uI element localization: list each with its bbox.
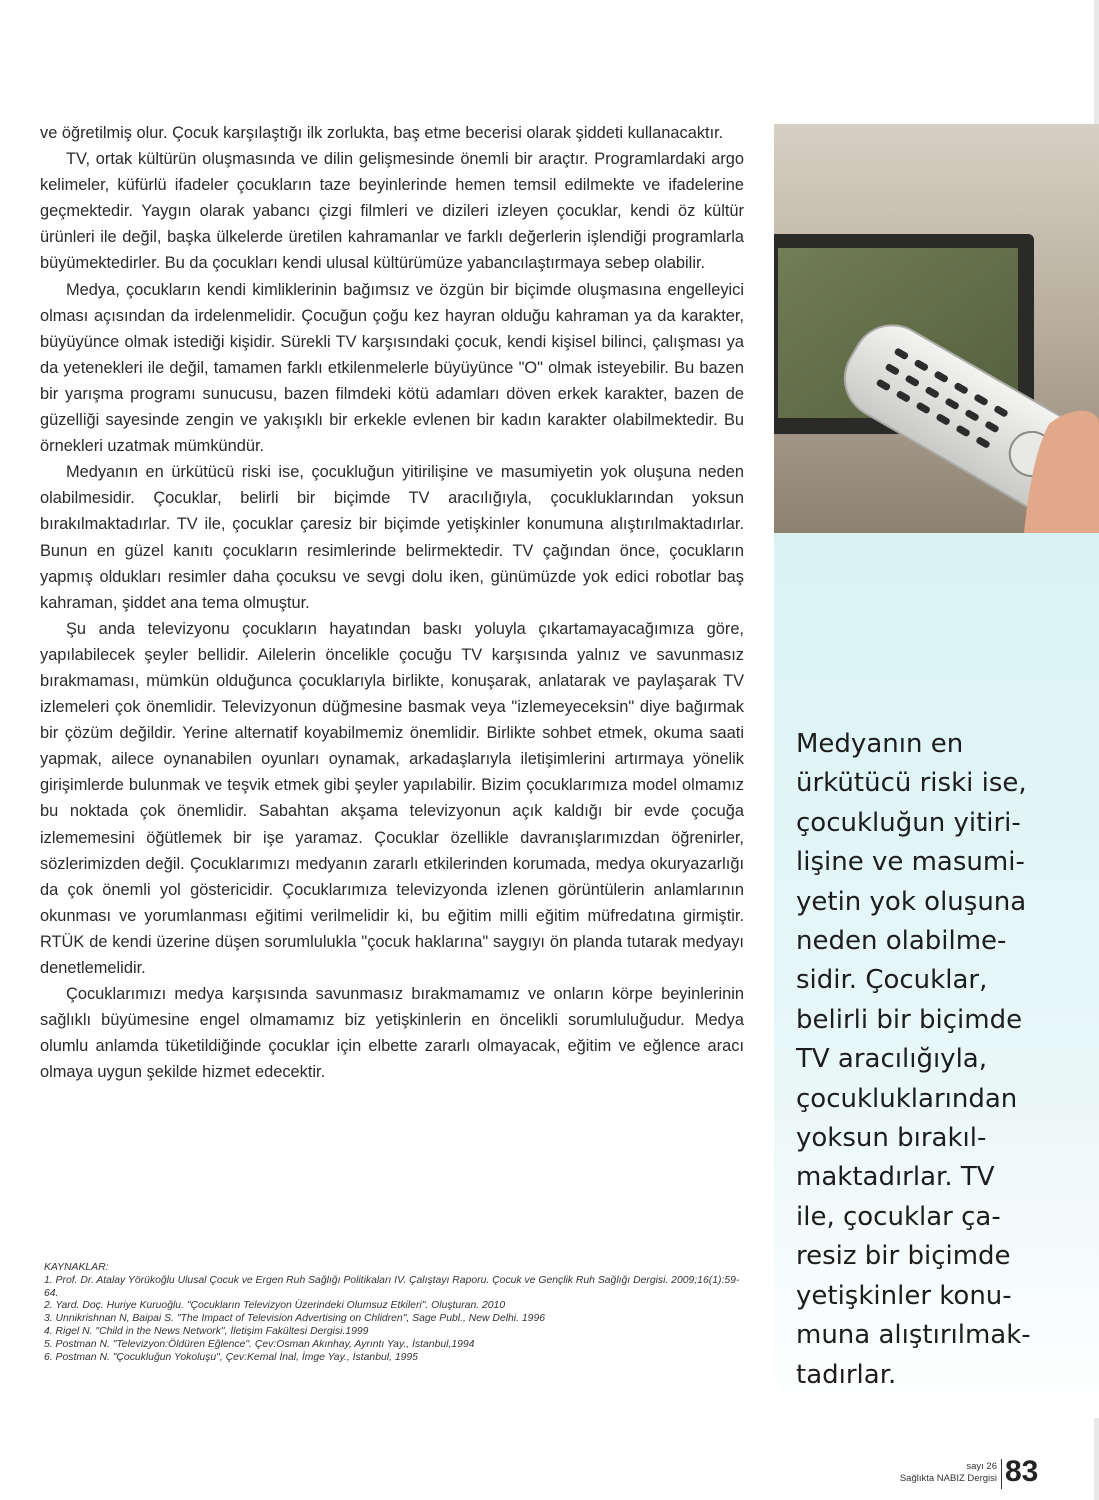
pull-quote-line: Medyanın en	[796, 729, 964, 759]
references-heading: KAYNAKLAR:	[44, 1262, 109, 1273]
pull-quote-line: resiz bir biçimde	[796, 1241, 1011, 1272]
pull-quote-line: çocukluklarından	[796, 1083, 1018, 1114]
article-paragraph: Medyanın en ürkütücü riski ise, çocukluğun yitirilişine ve masumiyetin yok oluşuna neden olabilmesidir. Çocuklar, belirli bir biçimde TV aracılığıyla, çocukluklarından yoksun bırakılmaktadırlar. TV ile, çocuklar çaresiz bir biçimde yetişkinler konumuna alıştırılmaktadırlar. Bunun en güzel kanıtı çocukların resimlerinde belirmektedir. TV çağından önce, çocukların yapmış oldukları resimler daha çocuksu ve sevgi dolu iken, günümüzde yok edici robotlar baş kahraman, şiddet ana tema olmuştur.	[40, 463, 744, 612]
article-paragraph: Medya, çocukların kendi kimliklerinin bağımsız ve özgün bir biçimde oluşmasına engelleyici olması açısından da irdelenmelidir. Çocuğun çoğu kez hayran olduğu kahraman ya da karakter, büyüyünce olmak istediği kişidir. Sürekli TV karşısındaki çocuk, kendi kişisel bilinci, çalışması ya da yetenekleri ile değil, tamamen farklı etkilenmelerle büyüyünce "O" olmak isteyebilir. Bu bazen bir yarışma programı sunucusu, bazen filmdeki kötü adamları döven erkek karakter, bazen de güzelliği sayesinde zengin ve yakışıklı bir erkekle evlenen bir kadın karakter olabilmektedir. Bu örnekleri uzatmak mümkündür.	[40, 280, 744, 456]
pull-quote-line: ile, çocuklar ça-	[796, 1201, 1001, 1232]
reference-item: 4. Rigel N. "Child in the News Network", İletişim Fakültesi Dergisi.1999	[44, 1325, 369, 1337]
reference-item: 5. Postman N. "Televizyon:Öldüren Eğlence". Çev:Osman Akınhay, Ayrıntı Yay., İstanbul,1994	[44, 1338, 475, 1350]
tv-remote-photo	[774, 124, 1099, 533]
pull-quote-line: yetin yok oluşuna	[796, 886, 1027, 917]
pull-quote-line: çocukluğun yitiri-	[796, 807, 1021, 838]
pull-quote-line: yetişkinler konu-	[796, 1280, 1012, 1311]
reference-item: 6. Postman N. "Çocukluğun Yokoluşu", Çev:Kemal İnal, İmge Yay., İstanbul, 1995	[44, 1351, 418, 1363]
pull-quote-line: TV aracılığıyla,	[796, 1044, 987, 1075]
pull-quote-line: maktadırlar. TV	[796, 1162, 995, 1193]
pull-quote	[796, 725, 1096, 1395]
magazine-name: Sağlıkta NABIZ Dergisi	[899, 1473, 997, 1484]
issue-label: sayı 26	[966, 1461, 997, 1472]
page-number: 83	[1005, 1455, 1039, 1488]
article-body	[40, 120, 744, 1085]
pull-quote-line: yoksun bırakıl-	[796, 1123, 987, 1154]
reference-item: 1. Prof. Dr. Atalay Yörükoğlu Ulusal Çocuk ve Ergen Ruh Sağlığı Politikaları IV. Çalıştayı Raporu. Çocuk ve Gençlik Ruh Sağlığı Dergisi. 2009;16(1):59- 64.	[44, 1274, 740, 1299]
reference-item: 2. Yard. Doç. Huriye Kuruoğlu. "Çocukların Televizyon Üzerindeki Olumsuz Etkileri". Oluşturan. 2010	[44, 1300, 506, 1312]
pull-quote-line: lişine ve masumi-	[796, 847, 1025, 878]
pull-quote-line: neden olabilme-	[796, 926, 1007, 957]
article-paragraph: TV, ortak kültürün oluşmasında ve dilin gelişmesinde önemli bir araçtır. Programlardaki argo kelimeler, küfürlü ifadeler çocukların taze beyinlerinde hemen temsil edilmekte ve ifadelerine geçmektedir. Yaygın olarak yabancı çizgi filmleri ve dizileri izleyen çocuklar, kendi öz kültür ürünleri ile değil, başka ülkelerde üretilen kahramanlar ve farklı değerlerin işlendiği programlarla büyümektedirler. Bu da çocukları kendi ulusal kültürümüze yabancılaştırmaya sebep olabilir.	[40, 150, 744, 273]
pull-quote-line: muna alıştırılmak-	[796, 1320, 1031, 1351]
article-paragraph: Şu anda televizyonu çocukların hayatından baskı yoluyla çıkartamayacağımıza göre, yapılabilecek şeyler bellidir. Ailelerin öncelikle çocuğu TV karşısında yalnız ve savunmasız bırakmaması, mümkün olduğunca çocuklarıyla birlikte, konuşarak, anlatarak ve paylaşarak TV izlemeleri çok önemlidir. Televizyonun düğmesine basmak veya "izlemeyeceksin" diye bağırmak bir çözüm değildir. Yerine alternatif koyabilmemiz önemlidir. Birlikte sohbet etmek, okuma saati yapmak, ailece oynanabilen oyunları oynamak, arkadaşlarıyla iletişimlerini artırmaya yönelik girişimlerde bulunmak ve teşvik etmek gibi şeyler yapılabilir. Bizim çocuklarımıza model olmamız bu noktada çok önemlidir. Sabahtan akşama televizyonun açık kaldığı bir evde çocuğa izlememesini öğütlemek bir işe yaramaz. Çocuklar özellikle davranışlarımızdan öğrenirler, sözlerimizden değil. Çocuklarımızı medyanın zararlı etkilerinden korumada, medya okuryazarlığı da çok önemli yol göstericidir. Çocuklarımıza televizyonda izlenen görüntülerin anlamlarının okunması ve yorumlanması eğitimi verilmelidir ki, bu eğitim milli eğitim müfredatına girmiştir. RTÜK de kendi üzerine düşen sorumlulukla "çocuk haklarına" saygıyı ön planda tutarak medyayı denetlemelidir.	[40, 619, 744, 977]
pull-quote-line: tadırlar.	[796, 1359, 897, 1390]
references	[44, 1262, 744, 1364]
reference-item: 3. Unnikrishnan N, Baipai S. "The Impact of Television Advertising on Chlidren", Sage Publ., New Delhi. 1996	[44, 1313, 546, 1325]
footer-divider	[1001, 1459, 1002, 1489]
pull-quote-line: belirli bir biçimde	[796, 1004, 1023, 1035]
pull-quote-line: ürkütücü riski ise,	[796, 768, 1027, 799]
article-paragraph: Çocuklarımızı medya karşısında savunmasız bırakmamamız ve onların körpe beyinlerinin sağlıklı büyümesine engel olmamamız biz yetişkinlerin en öncelikli sorumluluğudur. Medya olumlu anlamda tüketildiğinde çocuklar için elbette zararlı olmayacak, eğitim ve eğlence aracı olmaya uygun şekilde hizmet edecektir.	[40, 985, 744, 1082]
page-footer	[899, 1455, 1045, 1495]
article-paragraph: ve öğretilmiş olur. Çocuk karşılaştığı ilk zorlukta, baş etme becerisi olarak şiddeti kullanacaktır.	[40, 124, 724, 142]
pull-quote-line: sidir. Çocuklar,	[796, 965, 988, 996]
